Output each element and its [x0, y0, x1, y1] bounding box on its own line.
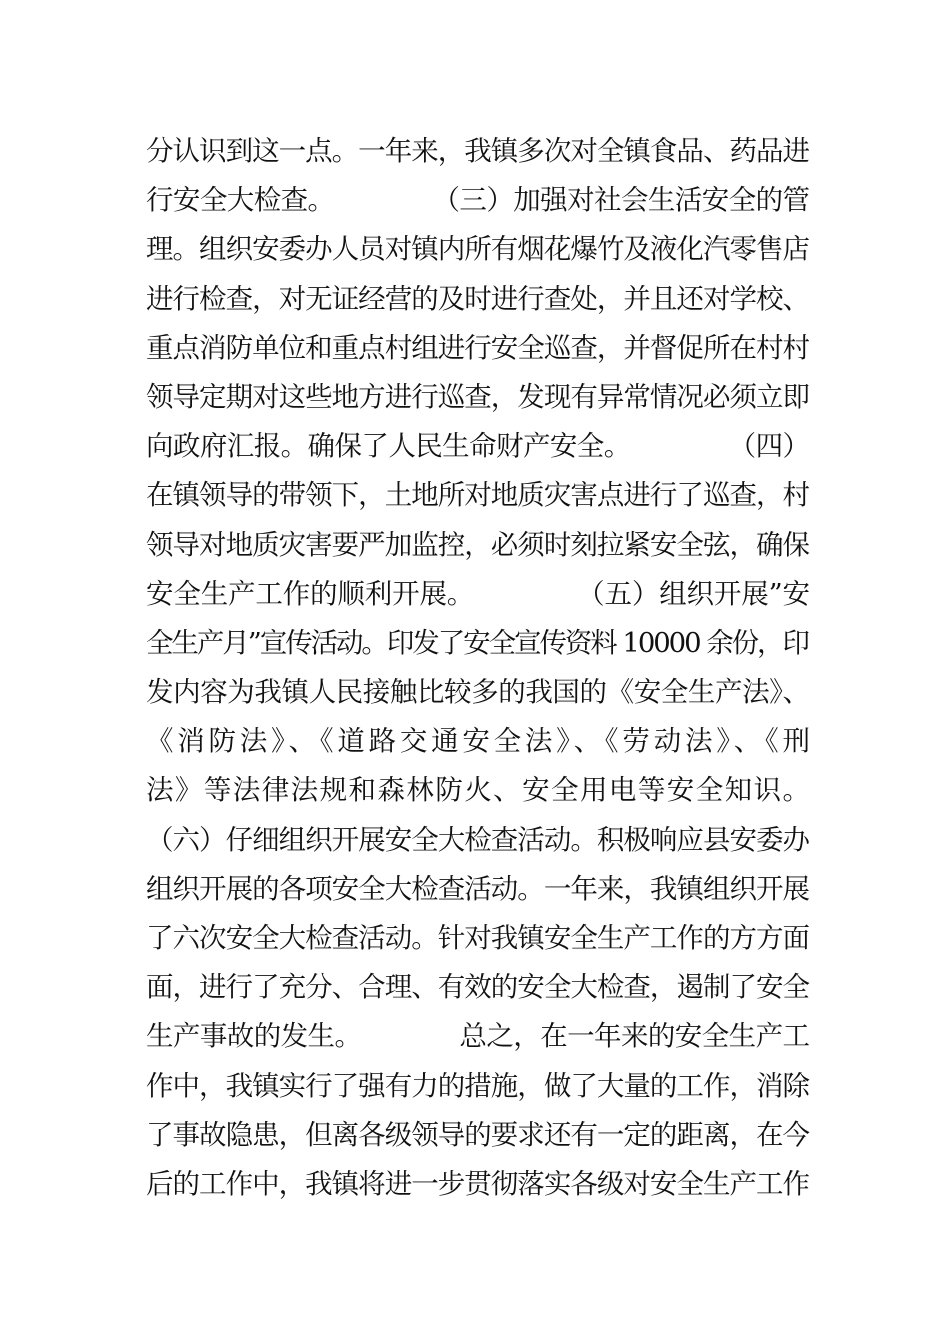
text-line: 在镇领导的带领下，土地所对地质灾害点进行了巡查，村	[146, 479, 810, 512]
text-line: 领导对地质灾害要严加监控，必须时刻拉紧安全弦，确保	[146, 528, 810, 561]
text-line: 全生产月”宣传活动。印发了安全宣传资料 10000 余份，印	[146, 626, 808, 659]
text-line: 安全生产工作的顺利开展。 （五）组织开展”安	[146, 577, 810, 610]
text-line: 发内容为我镇人民接触比较多的我国的《安全生产法》、	[146, 676, 810, 709]
text-line: 分认识到这一点。一年来，我镇多次对全镇食品、药品进	[146, 135, 810, 167]
text-line: 了六次安全大检查活动。针对我镇安全生产工作的方方面	[146, 922, 810, 954]
text-line: 进行检查，对无证经营的及时进行查处，并且还对学校、	[146, 282, 810, 315]
text-line: 领导定期对这些地方进行巡查，发现有异常情况必须立即	[146, 380, 810, 413]
text-line: 《消防法》、《道路交通安全法》、《劳动法》、《刑	[146, 725, 814, 758]
text-line: 作中，我镇实行了强有力的措施，做了大量的工作，消除	[146, 1069, 810, 1102]
text-line: 了事故隐患，但离各级领导的要求还有一定的距离，在今	[146, 1118, 810, 1151]
text-line: 面，进行了充分、合理、有效的安全大检查，遏制了安全	[146, 971, 810, 1004]
body-text	[146, 127, 814, 1209]
text-line: 重点消防单位和重点村组进行安全巡查，并督促所在村村	[146, 331, 810, 364]
text-line: 生产事故的发生。 总之，在一年来的安全生产工	[146, 1020, 810, 1053]
text-line: 后的工作中，我镇将进一步贯彻落实各级对安全生产工作	[146, 1167, 810, 1200]
text-line: 法》等法律法规和森林防火、安全用电等安全知识。	[146, 774, 812, 807]
text-line: 行安全大检查。 （三）加强对社会生活安全的管	[146, 184, 810, 217]
text-line: 向政府汇报。确保了人民生命财产安全。 （四）	[146, 430, 810, 463]
text-line: （六）仔细组织开展安全大检查活动。积极响应县安委办	[146, 823, 810, 856]
text-line: 理。组织安委办人员对镇内所有烟花爆竹及液化汽零售店	[146, 233, 810, 266]
text-line: 组织开展的各项安全大检查活动。一年来，我镇组织开展	[146, 872, 810, 905]
